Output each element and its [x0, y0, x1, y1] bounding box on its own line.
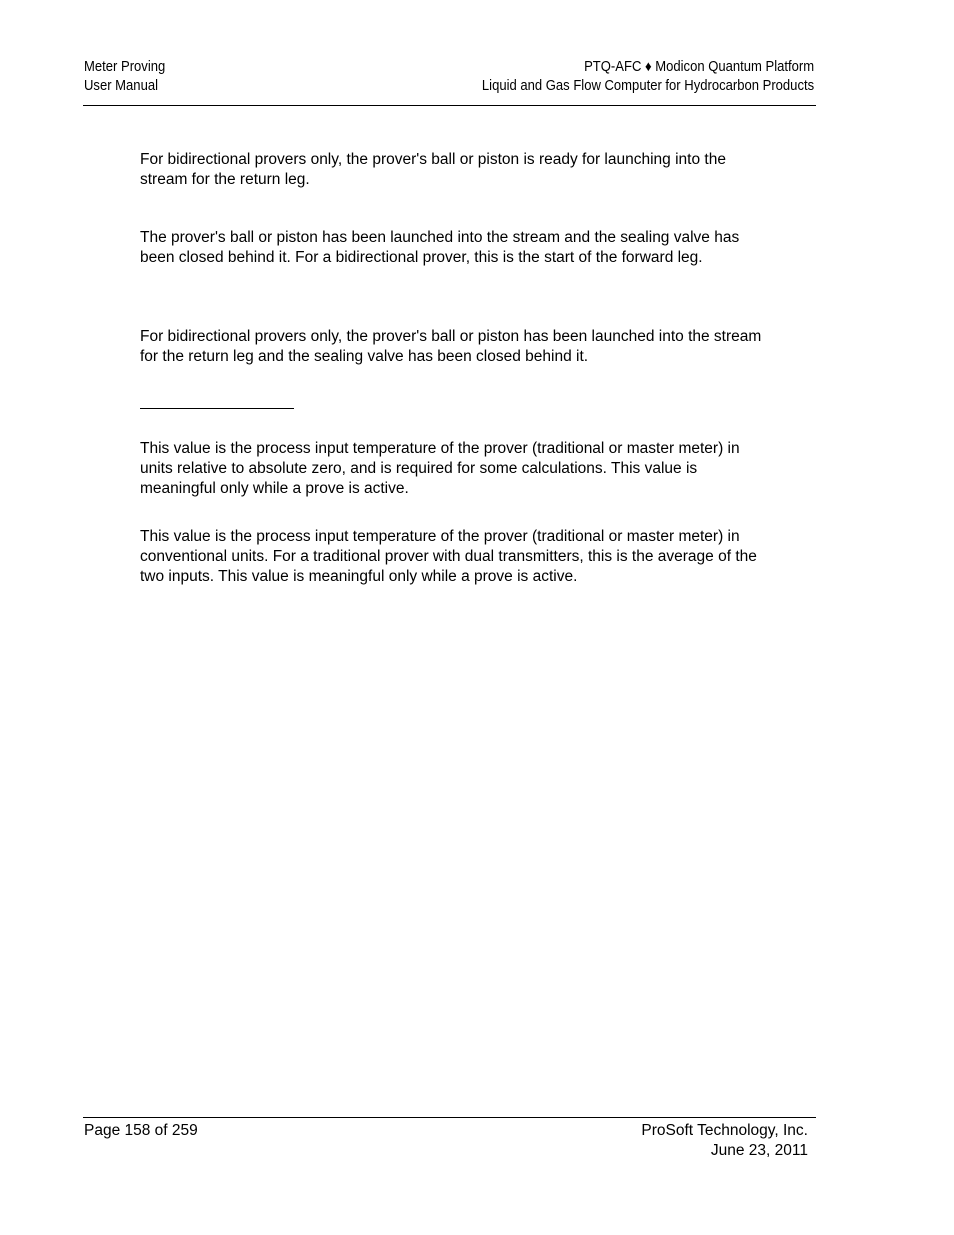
footer-date: June 23, 2011 [710, 1142, 808, 1159]
footer-page-number: Page 158 of 259 [84, 1122, 198, 1139]
body-paragraph-3: For bidirectional provers only, the prover's ball or piston has been launched into the stream for the return leg and the sealing valve has been closed behind it. [140, 328, 762, 365]
header-document-type: User Manual [84, 78, 158, 94]
page-header [83, 57, 816, 106]
header-left [84, 58, 165, 96]
header-right [482, 58, 814, 96]
body-paragraph-2: The prover's ball or piston has been launched into the stream and the sealing valve has been closed behind it. For a bidirectional prover, this is the start of the forward leg. [140, 229, 740, 266]
body-paragraph-4: This value is the process input temperature of the prover (traditional or master meter) in units relative to absolute zero, and is required for some calculations. This value is meaningful only while a prove is active. [140, 440, 740, 497]
header-product-title: PTQ-AFC ♦ Modicon Quantum Platform [583, 59, 814, 75]
body-paragraph-5: This value is the process input temperature of the prover (traditional or master meter) in conventional units. For a traditional prover with dual transmitters, this is the average of the two inputs. This value is meaningful only while a prove is active. [140, 528, 757, 585]
footer-company: ProSoft Technology, Inc. [641, 1122, 808, 1139]
section-divider [140, 408, 294, 409]
page-footer [83, 1117, 816, 1163]
body-paragraph-1: For bidirectional provers only, the prover's ball or piston is ready for launching into the stream for the return leg. [140, 151, 726, 188]
header-section-title: Meter Proving [84, 59, 166, 75]
header-product-subtitle: Liquid and Gas Flow Computer for Hydrocarbon Products [481, 78, 814, 94]
footer-right [641, 1121, 808, 1161]
